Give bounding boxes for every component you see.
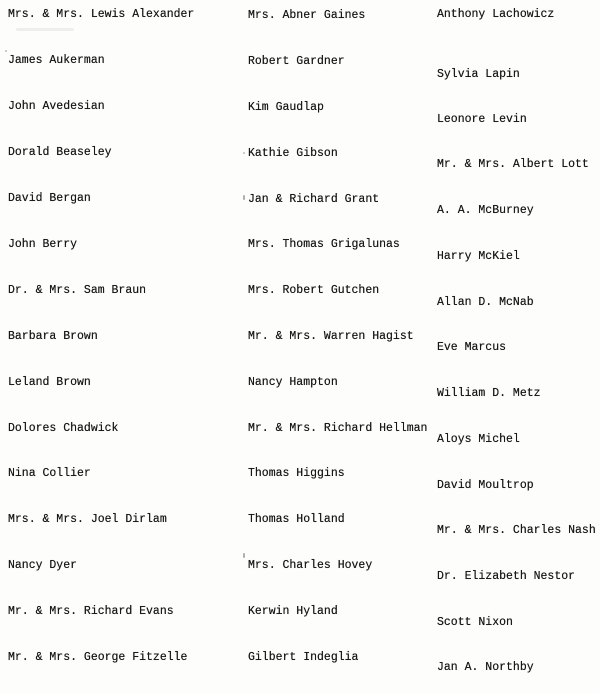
name-entry: Nina Collier — [8, 467, 91, 480]
scan-artifact — [243, 152, 245, 154]
name-entry: David Bergan — [8, 192, 91, 205]
name-entry: Harry McKiel — [437, 250, 520, 263]
name-entry: Nancy Dyer — [8, 559, 78, 572]
name-entry: Dr. Elizabeth Nestor — [437, 570, 576, 583]
name-entry: Nancy Hampton — [248, 376, 338, 389]
name-entry: Mrs. Robert Gutchen — [248, 284, 380, 297]
name-entry: Mrs. & Mrs. Joel Dirlam — [8, 513, 167, 526]
name-entry: Barbara Brown — [8, 330, 98, 343]
name-entry: John Berry — [8, 238, 78, 251]
name-entry: Mrs. Charles Hovey — [248, 559, 373, 572]
name-entry: John Avedesian — [8, 100, 105, 113]
name-entry: Gilbert Indeglia — [248, 651, 359, 664]
scan-artifact — [16, 28, 74, 31]
name-entry: Mr. & Mrs. George Fitzelle — [8, 651, 188, 664]
name-entry: Scott Nixon — [437, 616, 513, 629]
name-entry: Aloys Michel — [437, 433, 520, 446]
name-entry: Anthony Lachowicz — [437, 8, 555, 21]
name-entry: Mrs. Thomas Grigalunas — [248, 238, 400, 251]
name-entry: Jan & Richard Grant — [248, 193, 380, 206]
name-entry: Jan A. Northby — [437, 661, 534, 674]
name-entry: Mr. & Mrs. Albert Lott — [437, 158, 589, 171]
name-entry: Dr. & Mrs. Sam Braun — [8, 284, 147, 297]
name-entry: Mr. & Mrs. Richard Hellman — [248, 422, 428, 435]
name-entry: Mrs. & Mrs. Lewis Alexander — [8, 8, 195, 21]
name-entry: Leonore Levin — [437, 113, 527, 126]
name-entry: David Moultrop — [437, 479, 534, 492]
name-entry: James Aukerman — [8, 54, 105, 67]
name-entry: Mr. & Mrs. Richard Evans — [8, 605, 174, 618]
scan-artifact — [243, 553, 245, 558]
scan-artifact — [243, 195, 245, 200]
name-entry: Kim Gaudlap — [248, 101, 324, 114]
name-entry: Robert Gardner — [248, 55, 345, 68]
scan-artifact — [5, 50, 7, 52]
name-entry: Mr. & Mrs. Charles Nash — [437, 524, 596, 537]
name-entry: Allan D. McNab — [437, 296, 534, 309]
name-entry: Dorald Beaseley — [8, 146, 112, 159]
name-entry: Kerwin Hyland — [248, 605, 338, 618]
name-entry: Thomas Holland — [248, 513, 345, 526]
name-entry: A. A. McBurney — [437, 204, 534, 217]
name-entry: Leland Brown — [8, 376, 91, 389]
name-entry: William D. Metz — [437, 387, 541, 400]
name-entry: Dolores Chadwick — [8, 422, 119, 435]
name-entry: Mr. & Mrs. Warren Hagist — [248, 330, 414, 343]
name-entry: Mrs. Abner Gaines — [248, 9, 366, 22]
name-entry: Sylvia Lapin — [437, 68, 520, 81]
name-entry: Kathie Gibson — [248, 147, 338, 160]
name-entry: Eve Marcus — [437, 341, 507, 354]
name-entry: Thomas Higgins — [248, 467, 345, 480]
